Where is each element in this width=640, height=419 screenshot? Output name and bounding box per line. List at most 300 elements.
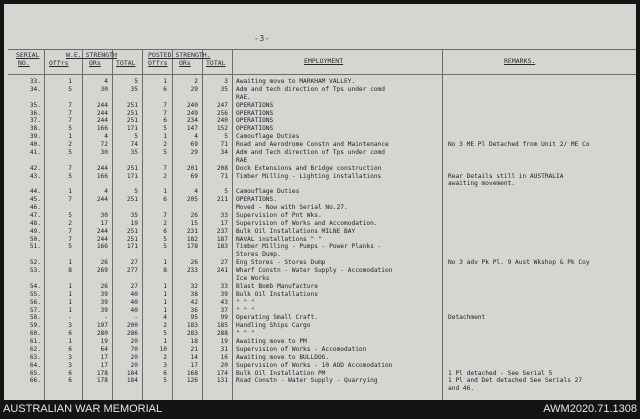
footer-credit: AUSTRALIAN WAR MEMORIAL [3,403,163,415]
table-row [4,220,636,227]
posted-total-cell: 152 [216,125,228,133]
table-row [4,322,636,329]
posted-offrs-cell: 6 [163,369,167,377]
employment-cell: Camouflage Duties [236,188,300,196]
employment-cell: Bulk Oil Installations MILNE BAY [236,227,356,235]
serial-cell: 33. [29,78,41,85]
we-ors-cell: 17 [100,353,108,361]
we-total-cell: 19 [130,219,138,227]
we-ors-cell: 244 [96,164,108,172]
remarks-cell: 1 Pl and Det detached See Serials 27 [448,377,583,385]
we-ors-cell: 244 [96,227,108,235]
table-row [4,188,636,195]
we-total-cell: 40 [130,298,138,306]
table-row [4,267,636,274]
posted-offrs-cell: 1 [163,282,167,290]
employment-cell: Road Constn - Water Supply - Quarrying [236,377,378,385]
we-ors-cell: 244 [96,109,108,117]
serial-cell: 47. [29,211,41,219]
we-offrs-cell: 6 [68,345,72,353]
employment-cell: Timber Milling - Lighting installations [236,172,382,180]
posted-ors-cell: 201 [186,164,198,172]
table-row [4,133,636,140]
we-ors-cell: - [104,314,108,322]
we-ors-cell: 178 [96,377,108,385]
posted-offrs-cell: 5 [163,377,167,385]
posted-total-cell: 5 [224,133,228,141]
we-ors-cell: 30 [100,211,108,219]
we-total-cell: 171 [126,243,138,251]
table-row [4,370,636,377]
employment-cell: Ice Works [236,275,270,282]
serial-cell: 34. [29,85,41,93]
employment-cell: Awaiting move to MARKHAM VALLEY. [236,78,356,85]
employment-cell: Handling Ships Cargo [236,322,311,330]
serial-cell: 55. [29,290,41,298]
document-page [4,4,636,400]
we-total-cell: 20 [130,361,138,369]
posted-total-cell: 27 [220,259,228,267]
we-offrs-cell: 7 [68,101,72,109]
posted-offrs-cell: 5 [163,243,167,251]
posted-total-cell: 240 [216,117,228,125]
we-total-cell: - [134,314,138,322]
employment-cell: Bulk Oil Installations [236,290,318,298]
header-posted-strength: POSTED STRENGTH. [148,51,211,59]
serial-cell: 39. [29,133,41,141]
employment-cell: OPERATIONS. [236,196,277,204]
posted-offrs-cell: 6 [163,227,167,235]
posted-total-cell: 43 [220,298,228,306]
we-total-cell: 20 [130,338,138,346]
serial-cell: 51. [29,243,41,251]
table-row [4,102,636,109]
posted-ors-cell: 29 [190,85,198,93]
we-total-cell: 251 [126,164,138,172]
posted-ors-cell: 205 [186,196,198,204]
posted-ors-cell: 29 [190,148,198,156]
posted-ors-cell: 233 [186,267,198,275]
employment-cell: OPERATIONS [236,117,274,125]
we-offrs-cell: 8 [68,267,72,275]
we-ors-cell: 244 [96,101,108,109]
we-ors-cell: 17 [100,219,108,227]
employment-cell: Stores Dump. [236,251,281,259]
posted-total-cell: 185 [216,322,228,330]
we-total-cell: 251 [126,101,138,109]
we-offrs-cell: 1 [68,338,72,346]
serial-cell: 35. [29,101,41,109]
posted-offrs-cell: 5 [163,148,167,156]
posted-total-cell: 71 [220,172,228,180]
we-ors-cell: 166 [96,125,108,133]
serial-cell: 59. [29,322,41,330]
we-ors-cell: 244 [96,196,108,204]
employment-cell: Adm and Tech direction of Tps under comd [236,148,386,156]
posted-total-cell: 20 [220,361,228,369]
employment-cell: Supervision of Works and Accomodation. [236,219,378,227]
posted-total-cell: 174 [216,369,228,377]
we-offrs-cell: 1 [68,282,72,290]
table-row [4,86,636,93]
header-remarks: REMARKS. [504,57,536,65]
serial-cell: 60. [29,330,41,338]
table-row [4,243,636,250]
we-ors-cell: 197 [96,322,108,330]
we-offrs-cell: 1 [68,306,72,314]
posted-total-cell: 33 [220,282,228,290]
serial-cell: 48. [29,219,41,227]
table-row [4,291,636,298]
we-total-cell: 5 [134,188,138,196]
serial-cell: 61. [29,338,41,346]
we-offrs-cell: 7 [68,164,72,172]
we-offrs-cell: 1 [68,133,72,141]
we-ors-cell: 26 [100,282,108,290]
we-offrs-cell: 5 [68,243,72,251]
employment-cell: OPERATIONS [236,125,274,133]
footer-reference: AWM2020.71.1308 [543,403,637,415]
remarks-cell: No 3 adv Pk Pl. 9 Aust Wkshop & Pk Coy [448,259,590,267]
posted-ors-cell: 183 [186,322,198,330]
posted-ors-cell: 95 [190,314,198,322]
we-ors-cell: 4 [104,133,108,141]
header-employment: EMPLOYMENT [304,57,344,65]
employment-cell: Dock Extensions and Bridge construction [236,164,382,172]
we-offrs-cell: 5 [68,148,72,156]
posted-ors-cell: 36 [190,306,198,314]
posted-total-cell: 31 [220,345,228,353]
we-offrs-cell: 7 [68,235,72,243]
we-total-cell: 35 [130,85,138,93]
table-row [4,125,636,132]
employment-cell: Supervision of Works - 10 AOD Accomodation [236,361,393,369]
posted-ors-cell: 26 [190,259,198,267]
posted-ors-cell: 168 [186,369,198,377]
we-total-cell: 27 [130,259,138,267]
employment-cell: Moved - Now with Serial No.27. [236,204,348,212]
posted-total-cell: 16 [220,353,228,361]
page-marker: -3- [254,34,270,43]
we-offrs-cell: 1 [68,259,72,267]
we-ors-cell: 280 [96,330,108,338]
we-offrs-cell: 5 [68,125,72,133]
header-we-offrs: Offrs [49,59,69,67]
posted-total-cell: 35 [220,85,228,93]
posted-offrs-cell: 2 [163,322,167,330]
we-offrs-cell: 7 [68,227,72,235]
remarks-cell: No 3 ME Pl Detached from Unit 2/ ME Co [448,141,590,149]
we-total-cell: 74 [130,141,138,149]
serial-cell: 46. [29,204,41,212]
posted-ors-cell: 234 [186,117,198,125]
posted-ors-cell: 182 [186,235,198,243]
table-row [4,228,636,235]
posted-ors-cell: 4 [194,188,198,196]
posted-total-cell: 5 [224,188,228,196]
header-we-strength: W.E. STRENGTH [66,51,117,59]
employment-cell: Camouflage Duties [236,133,300,141]
posted-offrs-cell: 7 [163,164,167,172]
posted-total-cell: 71 [220,141,228,149]
we-offrs-cell: 5 [68,85,72,93]
table-row [4,180,636,187]
posted-ors-cell: 126 [186,377,198,385]
serial-cell: 65. [29,369,41,377]
posted-ors-cell: 178 [186,243,198,251]
serial-cell: 43. [29,172,41,180]
employment-cell: NAVAL installations " " [236,235,322,243]
posted-ors-cell: 21 [190,345,198,353]
we-total-cell: 40 [130,306,138,314]
we-offrs-cell: 1 [68,290,72,298]
we-ors-cell: 244 [96,117,108,125]
posted-ors-cell: 231 [186,227,198,235]
posted-offrs-cell: 1 [163,133,167,141]
we-ors-cell: 39 [100,290,108,298]
posted-offrs-cell: 1 [163,298,167,306]
table-row [4,307,636,314]
table-row [4,275,636,282]
we-offrs-cell: 7 [68,196,72,204]
header-serial-no: NO. [18,59,30,67]
employment-cell: Awaiting move to PM [236,338,307,346]
table-row [4,251,636,258]
header-rule-bottom [8,74,636,75]
posted-offrs-cell: 1 [163,188,167,196]
employment-cell: Awaiting move to BULLDOG. [236,353,330,361]
employment-cell: Bulk Oil Installation PM [236,369,326,377]
employment-cell: Blast Bomb Manufacture [236,282,318,290]
remarks-cell: awaiting movement. [448,180,516,188]
employment-cell: OPERATIONS [236,101,274,109]
posted-offrs-cell: 6 [163,117,167,125]
employment-cell: Operating Small Craft. [236,314,318,322]
posted-ors-cell: 69 [190,172,198,180]
posted-offrs-cell: 1 [163,306,167,314]
we-offrs-cell: 2 [68,219,72,227]
posted-offrs-cell: 2 [163,219,167,227]
serial-cell: 45. [29,196,41,204]
serial-cell: 36. [29,109,41,117]
we-total-cell: 184 [126,369,138,377]
we-total-cell: 251 [126,117,138,125]
we-total-cell: 200 [126,322,138,330]
we-offrs-cell: 2 [68,141,72,149]
posted-total-cell: 131 [216,377,228,385]
serial-cell: 58. [29,314,41,322]
posted-ors-cell: 15 [190,219,198,227]
employment-cell: " " " [236,306,255,314]
employment-cell: Supervision of Works - Accomodation [236,345,367,353]
table-row [4,259,636,266]
we-total-cell: 5 [134,78,138,85]
serial-cell: 62. [29,345,41,353]
table-row [4,354,636,361]
posted-ors-cell: 18 [190,338,198,346]
we-offrs-cell: 3 [68,361,72,369]
employment-cell: " " " [236,330,255,338]
posted-ors-cell: 69 [190,141,198,149]
serial-cell: 57. [29,306,41,314]
we-total-cell: 35 [130,211,138,219]
posted-total-cell: 187 [216,235,228,243]
table-row [4,157,636,164]
posted-offrs-cell: 10 [159,345,167,353]
we-offrs-cell: - [68,314,72,322]
table-row [4,330,636,337]
posted-ors-cell: 240 [186,101,198,109]
serial-cell: 44. [29,188,41,196]
posted-offrs-cell: 7 [163,109,167,117]
posted-total-cell: 256 [216,109,228,117]
posted-total-cell: 208 [216,164,228,172]
posted-offrs-cell: 8 [163,267,167,275]
we-ors-cell: 26 [100,259,108,267]
we-offrs-cell: 5 [68,211,72,219]
employment-cell: Wharf Constn - Water Supply - Accomodation [236,267,393,275]
serial-cell: 50. [29,235,41,243]
we-ors-cell: 166 [96,172,108,180]
we-ors-cell: 72 [100,141,108,149]
serial-cell: 54. [29,282,41,290]
posted-offrs-cell: 5 [163,330,167,338]
posted-offrs-cell: 1 [163,290,167,298]
table-row [4,346,636,353]
we-total-cell: 251 [126,196,138,204]
posted-offrs-cell: 4 [163,314,167,322]
posted-offrs-cell: 5 [163,125,167,133]
remarks-cell: 1 Pl detached - See Serial 5 [448,369,553,377]
employment-cell: Road and Aerodrome Constn and Maintenance [236,141,389,149]
header-we-ors: ORs [89,59,101,67]
posted-offrs-cell: 3 [163,361,167,369]
posted-total-cell: 19 [220,338,228,346]
table-row [4,149,636,156]
table-row [4,173,636,180]
we-ors-cell: 269 [96,267,108,275]
table-row [4,110,636,117]
we-ors-cell: 244 [96,235,108,243]
we-total-cell: 20 [130,353,138,361]
we-ors-cell: 4 [104,78,108,85]
posted-offrs-cell: 2 [163,172,167,180]
posted-total-cell: 288 [216,330,228,338]
table-row [4,236,636,243]
employment-cell: Supervision of Pnt Wks. [236,211,322,219]
we-total-cell: 251 [126,109,138,117]
we-ors-cell: 19 [100,338,108,346]
table-row [4,283,636,290]
we-ors-cell: 17 [100,361,108,369]
posted-ors-cell: 147 [186,125,198,133]
posted-offrs-cell: 1 [163,338,167,346]
table-row [4,204,636,211]
employment-cell: Eng Stores - Stores Dump [236,259,326,267]
we-ors-cell: 39 [100,306,108,314]
posted-offrs-cell: 6 [163,85,167,93]
we-total-cell: 286 [126,330,138,338]
we-offrs-cell: 7 [68,117,72,125]
posted-offrs-cell: 6 [163,196,167,204]
serial-cell: 49. [29,227,41,235]
posted-total-cell: 34 [220,148,228,156]
table-row [4,385,636,392]
posted-ors-cell: 14 [190,353,198,361]
table-row [4,78,636,85]
we-offrs-cell: 6 [68,330,72,338]
remarks-cell: Rear Details still in AUSTRALIA [448,172,564,180]
posted-total-cell: 247 [216,101,228,109]
we-total-cell: 35 [130,148,138,156]
we-offrs-cell: 1 [68,78,72,85]
we-offrs-cell: 5 [68,172,72,180]
serial-cell: 38. [29,125,41,133]
table-row [4,165,636,172]
we-total-cell: 184 [126,377,138,385]
posted-offrs-cell: 7 [163,211,167,219]
posted-offrs-cell: 2 [163,141,167,149]
we-offrs-cell: 6 [68,369,72,377]
posted-total-cell: 183 [216,243,228,251]
posted-ors-cell: 42 [190,298,198,306]
header-posted-offrs: Offrs [148,59,168,67]
posted-offrs-cell: 2 [163,353,167,361]
posted-offrs-cell: 1 [163,78,167,85]
table-row [4,196,636,203]
we-total-cell: 171 [126,125,138,133]
serial-cell: 41. [29,148,41,156]
posted-total-cell: 99 [220,314,228,322]
we-ors-cell: 30 [100,85,108,93]
table-row [4,94,636,101]
posted-total-cell: 211 [216,196,228,204]
table-row [4,377,636,384]
serial-cell: 40. [29,141,41,149]
serial-cell: 56. [29,298,41,306]
employment-cell: Adm and tech direction of Tps under comd [236,85,386,93]
we-total-cell: 27 [130,282,138,290]
employment-cell: RAE. [236,93,251,101]
serial-cell: 42. [29,164,41,172]
we-total-cell: 40 [130,290,138,298]
serial-cell: 52. [29,259,41,267]
we-offrs-cell: 1 [68,188,72,196]
header-rule-top [8,49,636,50]
we-total-cell: 251 [126,227,138,235]
serial-cell: 64. [29,361,41,369]
posted-ors-cell: 26 [190,211,198,219]
we-offrs-cell: 1 [68,298,72,306]
table-row [4,362,636,369]
we-ors-cell: 4 [104,188,108,196]
posted-ors-cell: 283 [186,330,198,338]
employment-cell: OPERATIONS [236,109,274,117]
posted-offrs-cell: 1 [163,259,167,267]
we-ors-cell: 30 [100,148,108,156]
posted-total-cell: 17 [220,219,228,227]
employment-cell: RAE [236,156,248,164]
table-row [4,141,636,148]
we-offrs-cell: 3 [68,322,72,330]
we-total-cell: 171 [126,172,138,180]
employment-cell: " " " [236,298,255,306]
we-ors-cell: 166 [96,243,108,251]
we-ors-cell: 64 [100,345,108,353]
posted-total-cell: 241 [216,267,228,275]
table-row [4,314,636,321]
footer-bar [0,400,640,419]
